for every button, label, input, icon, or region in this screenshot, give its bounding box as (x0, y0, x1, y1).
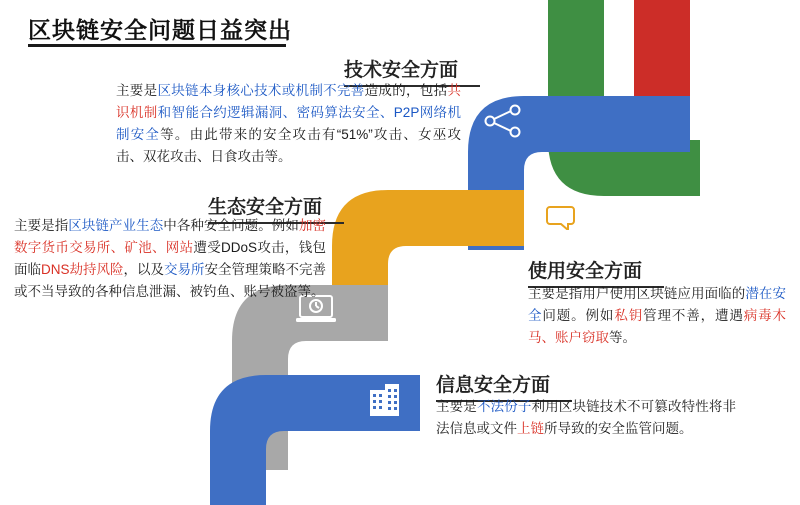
text-run: 加密数字货币 (14, 218, 327, 255)
text-run: 等。 (609, 329, 636, 345)
text-run: 等。由此带来的安全攻击有“51%”攻击、女巫攻击、双花攻击、日食攻击等。 (116, 126, 461, 164)
text-run: 造成的，包括 (364, 83, 448, 98)
text-run: 和智能合约逻辑漏洞、密码算法安全、P2P网络机制安全 (116, 104, 461, 142)
text-run: 主要是 (116, 83, 158, 98)
text-run: 利用区块链技术不可篡改特性将非法信息或文件 (436, 399, 737, 436)
text-run: DNS劫持风险 (41, 261, 124, 277)
section-heading-info-text: 信息安全方面 (436, 375, 551, 396)
text-run: 主要是 (436, 399, 477, 414)
text-run: 主要是指 (14, 218, 69, 233)
text-run: 病毒木马、账户窃取 (528, 307, 787, 345)
text-run: 区块链本身核心技术或机制不完善 (157, 83, 365, 98)
text-run: 遭受DDoS攻击，钱包面临 (14, 239, 327, 277)
text-run: 主要是指用户使用区块链应用面临的 (528, 286, 746, 301)
section-heading-tech-text: 技术安全方面 (344, 60, 459, 81)
page-title: 区块链安全问题日益突出 (28, 17, 292, 43)
text-run: 交易所 (164, 261, 205, 277)
text-run: 不法份子 (476, 399, 532, 414)
ribbon-red (634, 0, 690, 96)
text-run: 中各种安全问题。例如 (163, 218, 299, 233)
section-heading-use-text: 使用安全方面 (528, 261, 643, 282)
text-run: 所导致的安全监管问题。 (544, 420, 693, 436)
network-nodes-icon (482, 104, 524, 138)
section-body-info (436, 396, 736, 440)
chat-bubbles-icon (528, 196, 576, 230)
section-body-eco (14, 215, 326, 302)
text-run: 区块链产业生态 (68, 218, 164, 233)
building-icon (364, 382, 404, 418)
text-run: 问题。例如 (542, 307, 615, 323)
text-run: 安全管理策略不完善或不当导致的各种信息泄漏、被钓鱼、账号被盗等。 (14, 261, 327, 299)
section-body-tech (116, 80, 461, 167)
text-run: 交易所、矿池、网站 (69, 239, 194, 255)
section-body-use (528, 283, 786, 349)
text-run: 私钥 (614, 307, 644, 323)
text-run: ，以及 (123, 261, 165, 277)
text-run: 上链 (517, 420, 544, 436)
text-run: 共识机制 (116, 83, 461, 120)
section-heading-eco-text: 生态安全方面 (208, 197, 323, 218)
text-run: 管理不善，遭遇 (643, 307, 744, 323)
title-underline (28, 44, 286, 47)
text-run: 潜在安全 (528, 286, 787, 323)
